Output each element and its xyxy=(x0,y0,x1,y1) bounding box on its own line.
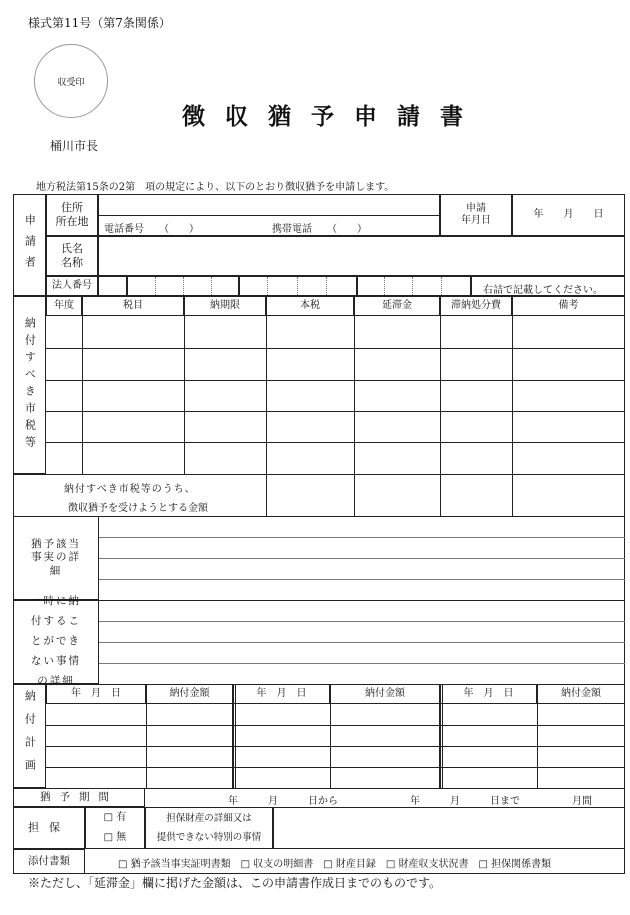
applicant-side-label: 申請者 xyxy=(13,194,46,296)
tax-row-line xyxy=(46,442,625,443)
tax-grid-line xyxy=(512,316,513,516)
corp-number-note: 右詰で記載してください。 xyxy=(483,285,603,296)
sum-label-1: 納付すべき市税等のうち、 xyxy=(64,484,196,495)
plan-col-date-1: 年 月 日 xyxy=(46,684,146,704)
period-label: 猶予期間 xyxy=(13,788,145,807)
tax-row-line xyxy=(46,348,625,349)
corp-digit-minor xyxy=(326,277,327,295)
tax-grid-line xyxy=(184,316,185,474)
plan-col-date-3: 年 月 日 xyxy=(440,684,537,704)
name-text: 氏名 xyxy=(61,242,83,256)
address-label xyxy=(46,194,98,236)
intro-text: 地方税法第15条の2第 項の規定により、以下のとおり徴収猶予を申請します。 xyxy=(36,182,395,193)
addressee: 桶川市長 xyxy=(50,139,99,153)
collateral-detail-label xyxy=(145,807,273,849)
plan-col-amount-1: 納付金額 xyxy=(146,684,233,704)
corp-digit-minor xyxy=(441,277,442,295)
address-text: 住所 xyxy=(61,201,83,215)
col-year: 年度 xyxy=(46,296,82,316)
name-label xyxy=(46,236,98,276)
corp-digit-minor xyxy=(412,277,413,295)
reason-line xyxy=(99,642,625,643)
sum-label-2: 徴収猶予を受けようとする金額 xyxy=(68,503,208,514)
tax-row-line xyxy=(46,380,625,381)
plan-row-line xyxy=(46,725,625,726)
plan-grid-line xyxy=(232,684,234,788)
col-due-date: 納期限 xyxy=(184,296,266,316)
plan-col-date-2: 年 月 日 xyxy=(233,684,330,704)
corp-digit-minor xyxy=(297,277,298,295)
tax-grid-line xyxy=(440,316,441,516)
form-number: 様式第11号（第7条関係） xyxy=(28,16,171,30)
tax-row-line xyxy=(46,411,625,412)
date-text: 年月日 xyxy=(461,215,491,226)
collateral-choice xyxy=(85,807,145,849)
address-divider xyxy=(98,215,440,216)
col-late-fee: 延滞金 xyxy=(354,296,440,316)
mobile-field[interactable]: 携帯電話 （ ） xyxy=(272,224,367,235)
section-line xyxy=(13,600,625,601)
stamp-label: 収受印 xyxy=(57,77,85,88)
detail-line-2: 提供できない特別の事情 xyxy=(156,831,262,843)
attachments-items[interactable]: □ 猶予該当事実証明書類 □ 収支の明細書 □ 財産目録 □ 財産収支状況書 □ 担保関係書類 xyxy=(118,859,552,870)
plan-grid-line xyxy=(439,684,441,788)
plan-col-amount-2: 納付金額 xyxy=(330,684,440,704)
corp-digit-major xyxy=(126,276,128,296)
plan-grid-line xyxy=(442,684,443,788)
location-text: 所在地 xyxy=(55,215,89,228)
corp-digit-major xyxy=(470,276,472,296)
reason-label: 一時に納付することができない事情の詳細 xyxy=(13,600,99,684)
collateral-yes-checkbox[interactable]: □ 有 xyxy=(103,811,127,823)
collateral-no-checkbox[interactable]: □ 無 xyxy=(103,832,127,843)
collateral-label: 担保 xyxy=(13,807,85,849)
col-tax-type: 税目 xyxy=(82,296,184,316)
corp-digit-major xyxy=(238,276,240,296)
corp-digit-minor xyxy=(211,277,212,295)
receipt-stamp xyxy=(34,44,108,118)
col-disposition-fee: 滞納処分費 xyxy=(440,296,512,316)
facts-line xyxy=(99,579,625,580)
section-line xyxy=(13,516,625,517)
plan-col-amount-3: 納付金額 xyxy=(537,684,625,704)
col-principal: 本税 xyxy=(266,296,354,316)
col-remarks: 備考 xyxy=(512,296,625,316)
request-date-label xyxy=(440,194,512,236)
phone-field[interactable]: 電話番号 （ ） xyxy=(104,224,199,235)
facts-line xyxy=(99,537,625,538)
period-to[interactable]: 年 月 日まで xyxy=(410,796,520,807)
plan-side-label: 納付計画 xyxy=(13,684,46,788)
tax-grid-line xyxy=(82,316,83,474)
period-from[interactable]: 年 月 日から xyxy=(228,796,338,807)
corp-digit-major xyxy=(356,276,358,296)
plan-grid-line xyxy=(235,684,236,788)
name-field[interactable] xyxy=(98,236,625,276)
name2-text: 名称 xyxy=(61,256,83,269)
facts-line xyxy=(99,558,625,559)
page-title: 徴収猶予申請書 xyxy=(182,103,483,130)
request-text: 申請 xyxy=(466,202,486,214)
tax-grid-line xyxy=(266,316,267,516)
corp-number-label: 法人番号 xyxy=(46,276,98,296)
corp-digit-minor xyxy=(183,277,184,295)
request-date-field[interactable]: 年 月 日 xyxy=(512,194,625,236)
footnote: ※ただし、「延滞金」欄に掲げた金額は、この申請書作成日までのものです。 xyxy=(28,876,442,890)
taxes-side-label: 納付すべき市税等 xyxy=(13,296,46,474)
reason-line xyxy=(99,663,625,664)
corp-digit-minor xyxy=(267,277,268,295)
corp-digit-minor xyxy=(384,277,385,295)
tax-row-line xyxy=(13,474,625,475)
detail-line-1: 担保財産の詳細又は xyxy=(166,812,252,824)
plan-row-line xyxy=(46,767,625,768)
collateral-detail-field[interactable] xyxy=(273,807,625,849)
plan-row-line xyxy=(46,746,625,747)
attachments-label: 添付書類 xyxy=(13,849,85,874)
corp-digit-minor xyxy=(155,277,156,295)
period-months[interactable]: 月間 xyxy=(572,796,592,807)
tax-grid-line xyxy=(354,316,355,516)
facts-label: 猶予該当事実の詳細 xyxy=(13,516,99,600)
reason-line xyxy=(99,621,625,622)
